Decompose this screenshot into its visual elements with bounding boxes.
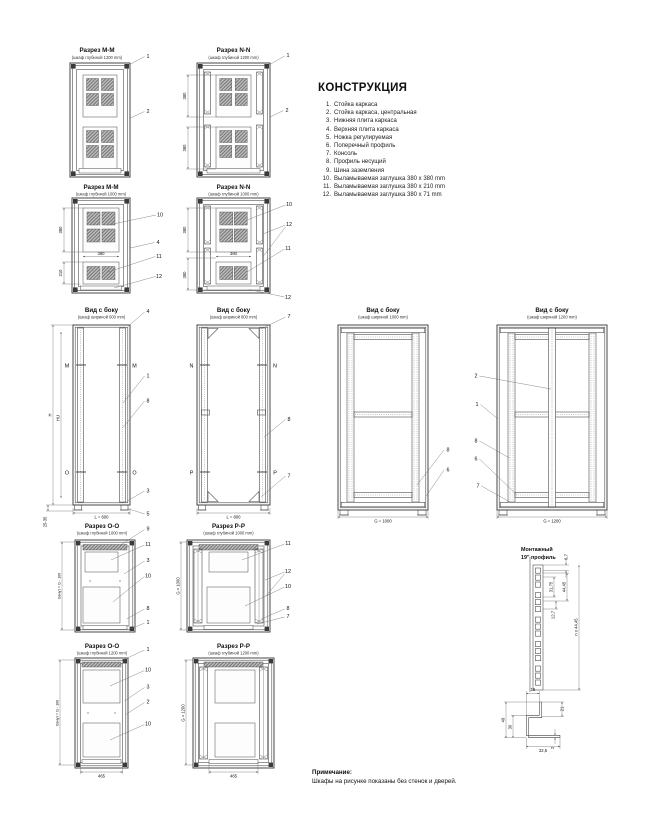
callout-8: 8: [146, 606, 150, 612]
side-view-1200: [475, 307, 608, 524]
legend-item-label: Верхняя плита каркаса: [334, 126, 399, 133]
note-body: Шкафы на рисунке показаны без стенок и дверей.: [312, 778, 457, 785]
view-title: Вид с боку: [535, 307, 569, 314]
section-pp-1000: [176, 523, 292, 632]
legend-item-label: Выламываемая заглушка 380 x 380 mm: [334, 175, 445, 182]
dim-g: G = 1200: [543, 518, 561, 524]
legend-item: [318, 142, 503, 150]
dim-n-x-44-45: n x 44,45: [573, 618, 579, 636]
legend-item-number: 9.: [325, 167, 331, 174]
callout-7-bottom: 7: [287, 473, 291, 480]
dim-380-v: 380: [58, 226, 64, 234]
callout-8: 8: [286, 606, 290, 612]
legend-item: [318, 158, 503, 166]
legend-item-number: 1.: [325, 102, 331, 108]
dim-hu: HU: [55, 414, 61, 422]
callout-11: 11: [285, 541, 291, 547]
section-title: Разрез N-N: [216, 184, 251, 191]
cut-marker-o-left: O: [64, 470, 70, 477]
legend-item-label: Стойка каркаса: [334, 102, 378, 108]
callout-10: 10: [145, 573, 151, 580]
legend-item: [318, 126, 503, 134]
profile-title-line2: 19" профиль: [521, 555, 556, 561]
section-title: Разрез О-О: [84, 643, 120, 650]
dim-6-7: 6,7: [563, 554, 569, 560]
section-title: Разрез О-О: [84, 523, 120, 530]
profile-title-line1: Монтажный: [521, 547, 553, 553]
callout-1: 1: [146, 373, 150, 380]
dim-12-7: 12,7: [550, 610, 556, 620]
view-subtitle: (шкаф шириной 800 mm): [209, 314, 258, 320]
section-mm-1000: [58, 184, 163, 293]
section-title: Разрез P-P: [217, 643, 250, 650]
dim-380-bottom: 380: [182, 144, 188, 152]
callout-8: 8: [446, 447, 450, 454]
callout-10: 10: [157, 212, 163, 219]
side-view-600: [43, 307, 150, 527]
dim-h: H: [47, 413, 53, 417]
legend-item-label: Ножка регулируемая: [334, 134, 393, 141]
dim-380-a: 380: [182, 226, 188, 234]
callout-1: 1: [475, 402, 479, 408]
dim-g: G = 1200: [180, 704, 186, 722]
callout-1: 1: [146, 54, 150, 60]
legend-item: [318, 191, 503, 199]
section-pp-1200: [181, 643, 275, 779]
callout-10: 10: [286, 202, 292, 208]
callout-11: 11: [145, 542, 151, 548]
callout-12: 12: [156, 274, 162, 280]
callout-8: 8: [287, 417, 291, 423]
legend-item-label: Нижняя плита каркаса: [334, 118, 397, 125]
cut-marker-o-right: O: [132, 470, 137, 477]
dim-380-h: 380: [230, 251, 237, 256]
callout-12: 12: [285, 569, 291, 575]
dim-380-h: 380: [97, 251, 105, 256]
dim-31-75: 31,75: [548, 581, 554, 593]
section-oo-1000: [58, 523, 152, 632]
dim-30: 30: [507, 724, 513, 730]
callout-1: 1: [146, 647, 150, 653]
callout-11: 11: [156, 254, 162, 260]
construction-legend: [318, 82, 503, 199]
view-subtitle: (шкаф шириной 1200 mm): [527, 314, 577, 320]
legend-item-label: Консоль: [334, 151, 358, 158]
legend-item-label: Шина заземления: [334, 167, 385, 174]
dim-2: 2: [549, 746, 555, 750]
callout-12-a: 12: [286, 222, 292, 228]
callout-6: 6: [446, 467, 450, 474]
callout-2: 2: [474, 373, 478, 380]
view-subtitle: (шкаф шириной 600 mm): [77, 314, 126, 320]
dim-44-45: 44,45: [561, 581, 567, 593]
dim-49: 49: [500, 717, 506, 723]
dim-l: L = 600: [94, 514, 109, 520]
dim-g-inner: Gвнут = G - 100: [55, 699, 60, 727]
callout-3: 3: [146, 684, 150, 691]
dim-foot: 25-35: [42, 516, 48, 528]
section-subtitle: (шкаф глубиной 1000 mm): [203, 530, 254, 536]
view-title: Вид с боку: [216, 307, 251, 314]
legend-item-number: 3.: [325, 118, 331, 125]
callout-1: 1: [146, 620, 150, 626]
callout-7: 7: [286, 614, 290, 620]
view-subtitle: (шкаф шириной 1000 mm): [358, 314, 408, 320]
dim-g: G = 1000: [175, 577, 181, 595]
callout-1: 1: [286, 53, 290, 59]
callout-10-top: 10: [145, 667, 151, 674]
legend-item: [318, 167, 503, 175]
callout-3: 3: [146, 558, 150, 564]
callout-4: 4: [156, 240, 160, 246]
dim-g-inner: Gвнут = G - 100: [57, 572, 62, 600]
legend-item-number: 8.: [325, 159, 331, 166]
cut-marker-m-left: M: [64, 363, 70, 370]
dim-465: 465: [98, 773, 105, 779]
profile-cross-section: [501, 687, 565, 753]
legend-item-number: 6.: [325, 143, 331, 150]
section-subtitle: (шкаф глубиной 1000 mm): [75, 191, 127, 197]
callout-2: 2: [285, 108, 289, 114]
callout-10-bottom: 10: [145, 721, 151, 728]
side-view-1000: [338, 307, 450, 524]
dim-465: 465: [230, 773, 237, 779]
legend-item-number: 7.: [325, 151, 331, 158]
legend-item: [318, 117, 503, 125]
legend-item: [318, 150, 503, 158]
dim-g: G = 1000: [374, 518, 392, 524]
legend-item-label: Стойка каркаса, центральная: [334, 110, 417, 117]
cut-marker-p-right: P: [273, 470, 277, 477]
section-subtitle: (шкаф глубиной 1200 mm): [208, 650, 259, 656]
legend-item-number: 5.: [325, 134, 331, 141]
side-view-800: [190, 307, 291, 520]
note-heading: Примечание:: [312, 769, 352, 776]
legend-item: [318, 175, 503, 183]
legend-heading: КОНСТРУКЦИЯ: [318, 82, 408, 94]
callout-9: 9: [146, 526, 150, 533]
cut-marker-p-left: P: [189, 470, 194, 477]
dim-380-b: 380: [182, 271, 188, 279]
callout-7-top: 7: [287, 314, 291, 320]
callout-12-b: 12: [285, 295, 291, 301]
section-subtitle: (шкаф глубиной 1000 mm): [208, 191, 259, 197]
section-subtitle: (шкаф глубиной 1200 mm): [76, 650, 128, 656]
section-subtitle: (шкаф глубиной 1200 mm): [71, 55, 123, 60]
callout-6: 6: [474, 456, 478, 463]
section-oo-1200: [56, 643, 152, 779]
mounting-profile-19: [521, 546, 581, 692]
callout-5: 5: [146, 511, 150, 518]
legend-item-label: Выламываемая заглушка 380 x 71 mm: [334, 192, 442, 199]
dim-210: 210: [58, 269, 64, 277]
dim-21: 21: [559, 706, 565, 712]
section-subtitle: (шкаф глубиной 1000 mm): [76, 530, 128, 536]
legend-item: [318, 101, 503, 109]
drawing-note: [312, 768, 457, 786]
cut-marker-m-right: M: [132, 363, 137, 370]
callout-2: 2: [146, 699, 150, 706]
section-title: Разрез P-P: [212, 523, 245, 530]
legend-item-number: 12.: [322, 192, 331, 199]
legend-item: [318, 183, 503, 191]
callout-10: 10: [285, 584, 291, 590]
dim-380-top: 380: [182, 92, 188, 100]
legend-item: [318, 134, 503, 142]
legend-item-number: 2.: [325, 110, 331, 117]
view-title: Вид с боку: [366, 307, 400, 314]
legend-item-label: Выламываемая заглушка 380 x 210 mm: [334, 184, 445, 191]
cut-marker-n-left: N: [189, 363, 194, 370]
cut-marker-n-right: N: [273, 363, 277, 370]
section-title: Разрез N-N: [216, 47, 251, 54]
section-title: Разрез М-М: [79, 47, 115, 54]
legend-item-number: 10.: [322, 175, 331, 182]
callout-3: 3: [146, 488, 150, 495]
section-title: Разрез М-М: [83, 184, 119, 191]
section-nn-1200: [182, 47, 289, 177]
view-title: Вид с боку: [84, 307, 119, 314]
dim-l: L = 800: [226, 514, 241, 520]
callout-4: 4: [146, 309, 150, 315]
dim-15: 15: [530, 687, 536, 692]
section-mm-1200: [70, 47, 150, 177]
callout-8: 8: [146, 398, 150, 405]
legend-item-number: 11.: [323, 184, 331, 191]
callout-7: 7: [476, 483, 480, 490]
legend-item: [318, 109, 503, 117]
section-subtitle: (шкаф глубиной 1200 mm): [208, 55, 259, 60]
callout-2: 2: [146, 109, 150, 115]
legend-item-number: 4.: [325, 126, 331, 133]
callout-11: 11: [285, 246, 291, 252]
callout-8: 8: [474, 438, 478, 445]
section-nn-1000: [182, 184, 292, 301]
dim-32-5: 32,5: [538, 748, 548, 753]
legend-item-label: Поперечный профиль: [334, 143, 396, 150]
legend-item-label: Профиль несущий: [334, 159, 386, 166]
